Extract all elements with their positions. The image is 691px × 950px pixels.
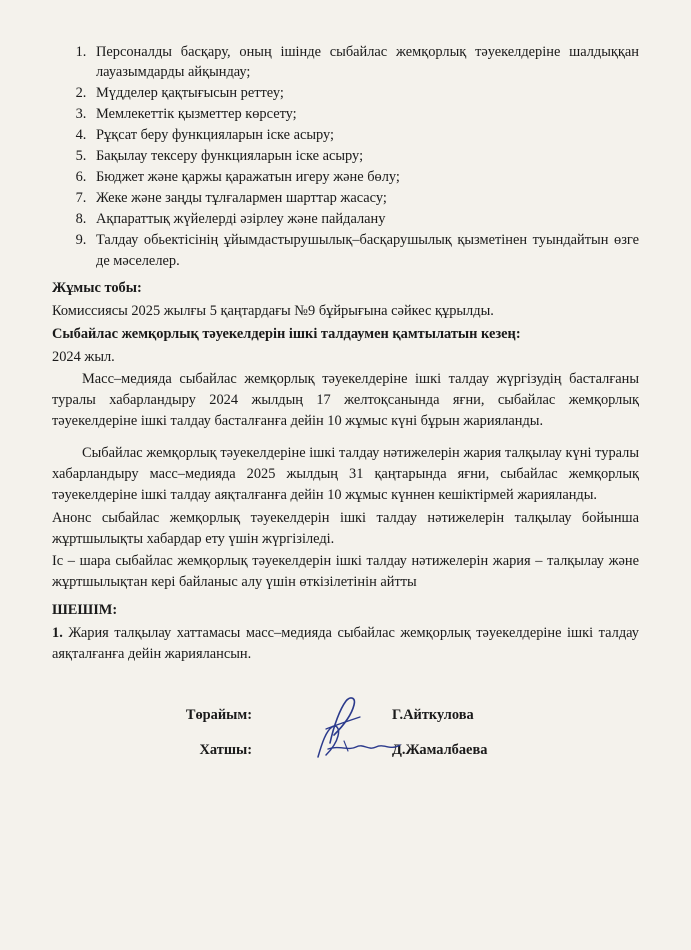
signature-block [52,707,639,759]
list-item [90,125,639,145]
list-item [90,167,639,187]
list-item-text: Бюджет және қаржы қаражатын игеру және бөлу; [96,169,400,186]
decision-number: 1. [52,625,63,642]
list-item [90,230,639,271]
signature-role: Төрайым: [185,706,252,723]
working-group-heading: Жұмыс тобы: [52,279,142,296]
list-item [90,104,639,124]
list-item [90,146,639,166]
list-item-text: Талдау обьектісінің ұйымдастырушылық–басқарушылық қызметінен туындайтын өзге де мәселелер. [96,232,639,269]
paragraph-anons-purpose: Анонс сыбайлас жемқорлық тәуекелдерін ішкі талдау нәтижелерін талқылау бойынша жұртшылықты хабардар ету үшін жүргізіледі. [52,509,639,547]
signature-name: Д.Жамалбаева [392,741,488,758]
paragraph-event-purpose: Іс – шара сыбайлас жемқорлық тәуекелдерін ішкі талдау нәтижелерін жария – талқылау және жұртшылықтан кері байланыс алу үшін өткізілетінін айтты [52,553,639,591]
list-item-text: Ақпараттық жүйелерді әзірлеу және пайдалану [96,211,386,228]
analysis-period-heading: Сыбайлас жемқорлық тәуекелдерін ішкі талдаумен қамтылатын кезең: [52,325,521,342]
list-item [90,83,639,103]
list-item [90,42,639,83]
list-item-text: Рұқсат беру функцияларын іске асыру; [96,127,335,144]
decision-item-1 [52,623,639,665]
commission-text: Комиссиясы 2025 жылғы 5 қаңтардағы №9 бұйрығына сәйкес құрылды. [52,302,494,319]
list-item-text: Бақылау тексеру функцияларын іске асыру; [96,148,364,165]
analysis-period-value: 2024 жыл. [52,348,115,365]
signature-name: Г.Айткулова [392,706,474,723]
list-item [90,188,639,208]
list-item-text: Мүдделер қақтығысын реттеу; [96,85,284,102]
signature-row [52,742,639,759]
list-item-text: Персоналды басқару, оның ішінде сыбайлас жемқорлық тәуекелдеріне шалдыққан лауазымдарды айқындау; [96,44,639,81]
list-item-text: Мемлекеттік қызметтер көрсету; [96,106,297,123]
list-item [90,209,639,229]
paragraph-announcement-results: Сыбайлас жемқорлық тәуекелдеріне ішкі талдау нәтижелерін жария талқылау күні туралы хабарландыру масс–медияда 2025 жылдың 31 қаңтарында яғни, сыбайлас жемқорлық тәуекелдеріне ішкі талдау аяқталғанға дейін 10 жұмыс күннен кешіктірмей жарияланды. [52,445,639,503]
paragraph-announcement-start: Масс–медияда сыбайлас жемқорлық тәуекелдеріне ішкі талдау жүргізудің басталғаны туралы хабарландыру 2024 жылдың 17 желтоқсанында яғни, сыбайлас жемқорлық тәуекелдеріне ішкі талдау басталғанға дейін 10 жұмыс күні бұрын жарияланды. [52,371,639,430]
corruption-risk-areas-list [52,42,639,271]
decision-text: Жария талқылау хаттамасы масс–медияда сыбайлас жемқорлық тәуекелдеріне ішкі талдау аяқталғанға дейін жариялансын. [52,625,639,662]
signature-row [52,707,639,724]
signature-role: Хатшы: [199,741,252,758]
list-item-text: Жеке және заңды тұлғалармен шарттар жасасу; [96,190,387,207]
decision-heading: ШЕШІМ: [52,602,118,619]
